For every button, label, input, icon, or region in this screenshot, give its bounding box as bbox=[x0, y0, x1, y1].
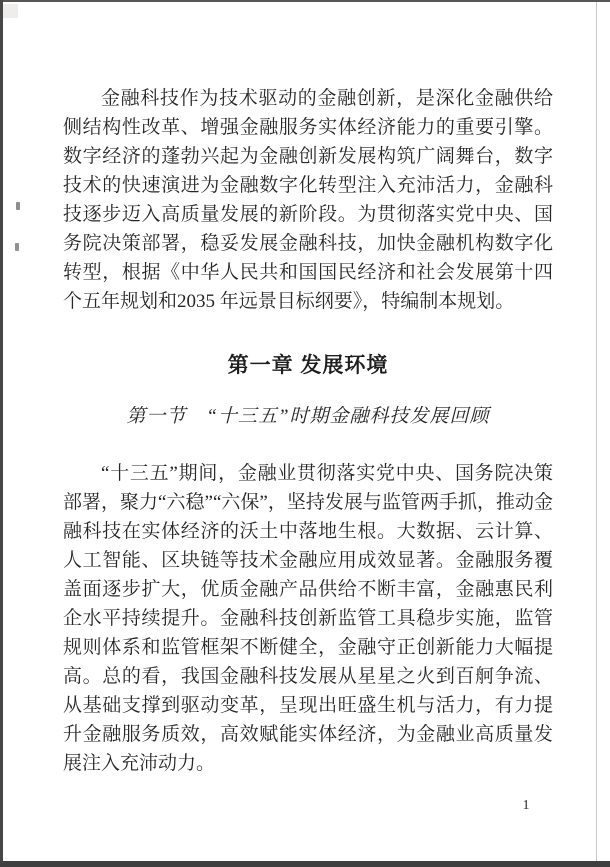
section-heading: 第一节 “十三五”时期金融科技发展回顾 bbox=[126, 406, 490, 427]
scan-edge-top bbox=[0, 0, 610, 2]
scan-speck-artifact bbox=[16, 202, 20, 210]
intro-paragraph: 金融科技作为技术驱动的金融创新，是深化金融供给侧结构性改革、增强金融服务实体经济能力的重要引擎。数字经济的蓬勃兴起为金融创新发展构筑广阔舞台，数字技术的快速演进为金融数字化转型注入充沛活力，金融科技逐步迈入高质量发展的新阶段。为贯彻落实党中央、国务院决策部署，稳妥发展金融科技，加快金融机构数字化转型，根据《中华人民共和国国民经济和社会发展第十四个五年规划和2035 年远景目标纲要》，特编制本规划。 bbox=[63, 88, 553, 312]
scan-edge-right bbox=[596, 2, 597, 861]
chapter-heading: 第一章 发展环境 bbox=[227, 354, 389, 377]
page-number: 1 bbox=[522, 798, 530, 813]
scan-edge-bottom bbox=[0, 861, 610, 867]
review-paragraph: “十三五”期间，金融业贯彻落实党中央、国务院决策部署，聚力“六稳”“六保”，坚持发展与监管两手抓，推动金融科技在实体经济的沃土中落地生根。大数据、云计算、人工智能、区块链等技术金融应用成效显著。金融服务覆盖面逐步扩大，优质金融产品供给不断丰富，金融惠民利企水平持续提升。金融科技创新监管工具稳步实施，监管规则体系和监管框架不断健全，金融守正创新能力大幅提高。总的看，我国金融科技发展从星星之火到百舸争流、从基础支撑到驱动变革，呈现出旺盛生机与活力，有力提升金融服务质效，高效赋能实体经济，为金融业高质量发展注入充沛动力。 bbox=[63, 463, 553, 774]
scan-edge-left bbox=[0, 0, 3, 867]
scan-corner-artifact bbox=[3, 4, 18, 18]
scan-speck-artifact bbox=[15, 243, 19, 251]
